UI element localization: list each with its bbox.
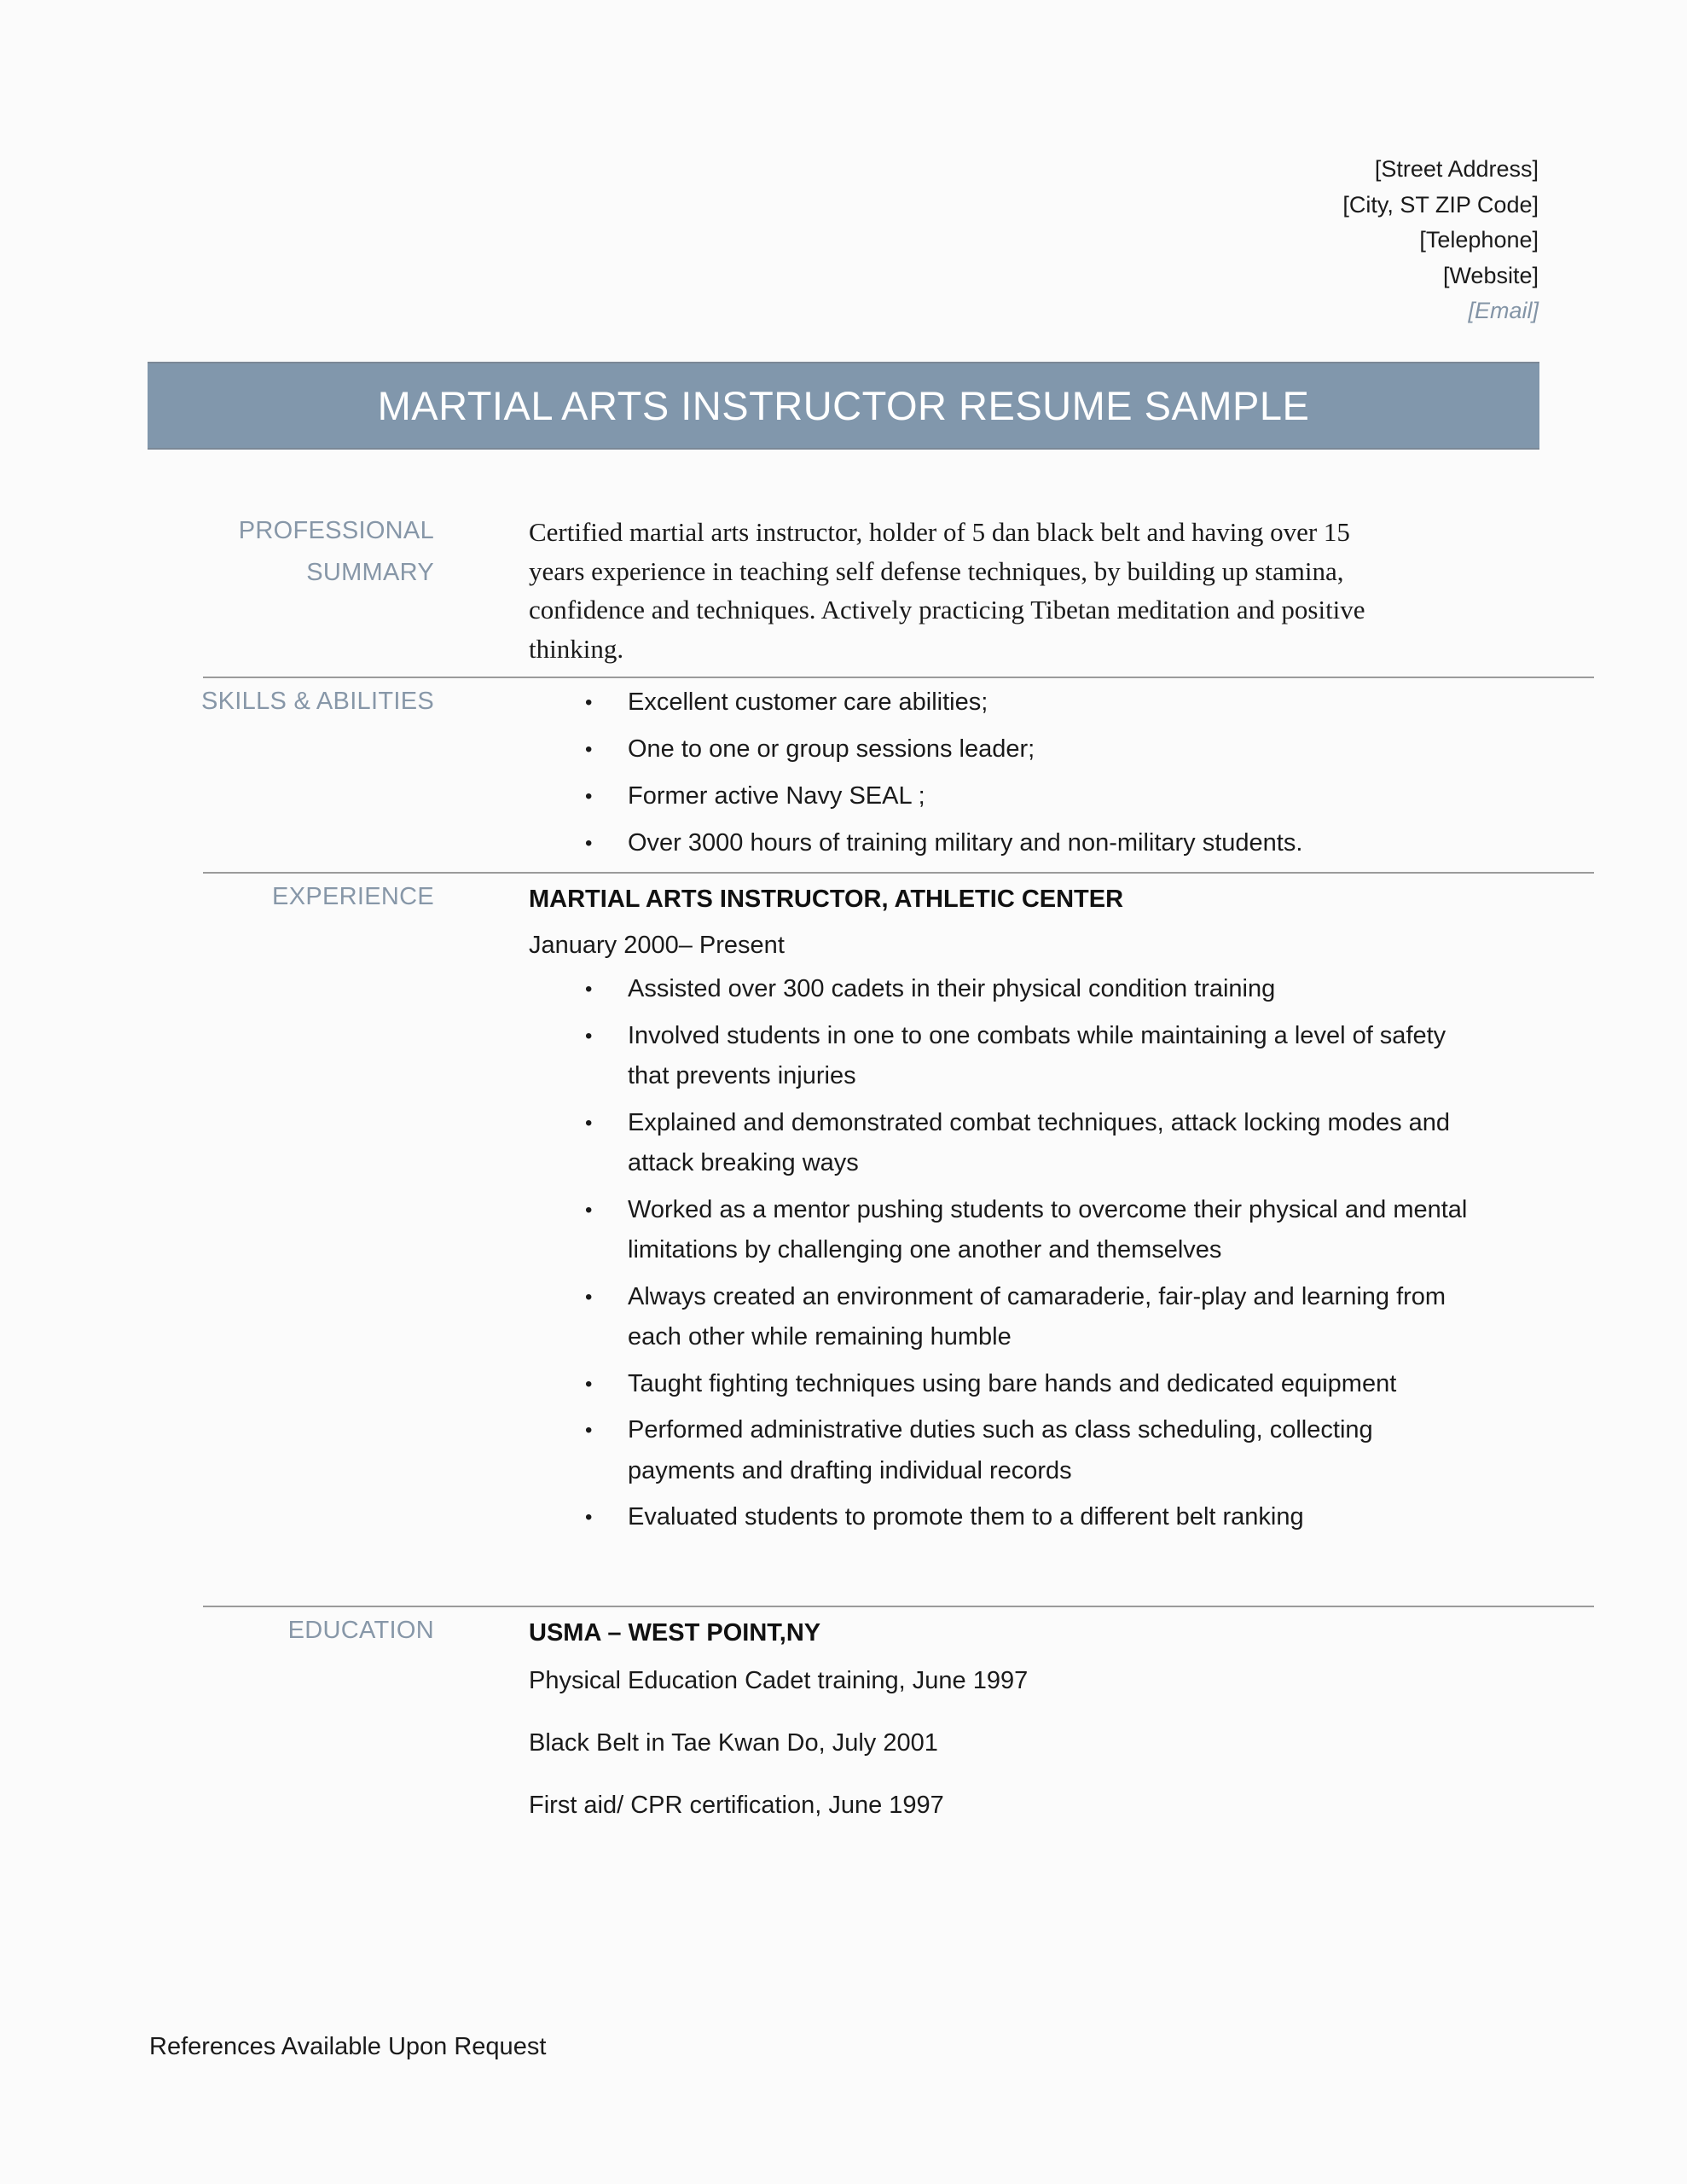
bullet-icon: • [585,1372,593,1396]
bullet-icon: • [585,1506,593,1529]
experience-text: Taught fighting techniques using bare hands and dedicated equipment [628,1369,1397,1397]
experience-text: Assisted over 300 cadets in their physical condition training [628,975,1276,1002]
experience-item [529,1190,1481,1271]
section-label-education: EDUCATION [287,1617,434,1644]
summary-text: Certified martial arts instructor, holder of 5 dan black belt and having over 15 years experience in teaching self defense techniques, by building up stamina, confidence and techniques. Actively practicing Tibetan meditation and positive thinking. [529,517,1365,664]
bullet-icon: • [585,1024,593,1048]
city-state-zip: [City, ST ZIP Code] [1342,191,1539,218]
experience-item [529,969,1481,1010]
street-address: [Street Address] [1374,156,1539,182]
job-title: MARTIAL ARTS INSTRUCTOR, ATHLETIC CENTER [529,886,1124,913]
skill-item [529,679,1450,726]
experience-item [529,1277,1481,1358]
experience-item [529,1103,1481,1184]
summary-content [529,513,1450,668]
bullet-icon: • [585,832,593,855]
experience-item [529,1410,1481,1491]
section-divider [203,677,1594,678]
skill-text: One to one or group sessions leader; [628,735,1035,763]
section-divider [203,1606,1594,1607]
experience-item [529,1016,1481,1097]
resume-title: MARTIAL ARTS INSTRUCTOR RESUME SAMPLE [377,383,1310,428]
skill-text: Former active Navy SEAL ; [628,782,925,810]
references-note: References Available Upon Request [149,2033,547,2060]
education-content [529,1610,1450,1844]
school-name: USMA – WEST POINT,NY [529,1619,821,1647]
experience-item [529,1497,1481,1538]
section-label-experience: EXPERIENCE [272,883,434,910]
bullet-icon: • [585,738,593,761]
skills-list [529,679,1450,867]
experience-list [529,969,1468,1538]
bullet-icon: • [585,785,593,808]
section-label-skills: SKILLS & ABILITIES [201,688,434,715]
skill-item [529,726,1450,773]
experience-text: Involved students in one to one combats while maintaining a level of safety that prevents injuries [628,1021,1446,1089]
experience-content [529,876,1468,1544]
skill-text: Over 3000 hours of training military and non-military students. [628,829,1303,857]
experience-text: Worked as a mentor pushing students to overcome their physical and mental limitations by challenging one another and themselves [628,1195,1468,1263]
skill-item [529,773,1450,820]
bullet-icon: • [585,691,593,714]
bullet-icon: • [585,1285,593,1309]
label-line: PROFESSIONAL [238,517,434,544]
contact-block [1342,152,1539,329]
experience-text: Evaluated students to promote them to a different belt ranking [628,1503,1304,1531]
bullet-icon: • [585,1198,593,1222]
email: [Email] [1468,298,1539,323]
experience-item [529,1364,1481,1405]
bullet-icon: • [585,1111,593,1135]
education-entry: First aid/ CPR certification, June 1997 [529,1792,944,1819]
skills-content [529,679,1450,867]
section-divider [203,872,1594,874]
education-entry: Black Belt in Tae Kwan Do, July 2001 [529,1729,938,1757]
experience-text: Performed administrative duties such as class scheduling, collecting payments and drafting individual records [628,1416,1373,1484]
experience-text: Always created an environment of camaraderie, fair-play and learning from each other while remaining humble [628,1282,1446,1350]
job-dates: January 2000– Present [529,932,785,959]
bullet-icon: • [585,978,593,1001]
skill-item [529,820,1450,867]
skill-text: Excellent customer care abilities; [628,688,988,716]
label-line: SUMMARY [306,559,434,586]
telephone: [Telephone] [1419,227,1539,253]
title-banner [148,362,1539,450]
bullet-icon: • [585,1419,593,1442]
education-entry: Physical Education Cadet training, June 1997 [529,1667,1029,1694]
experience-text: Explained and demonstrated combat techniques, attack locking modes and attack breaking ways [628,1108,1451,1176]
website: [Website] [1442,262,1539,288]
section-label-professional-summary [239,510,434,594]
